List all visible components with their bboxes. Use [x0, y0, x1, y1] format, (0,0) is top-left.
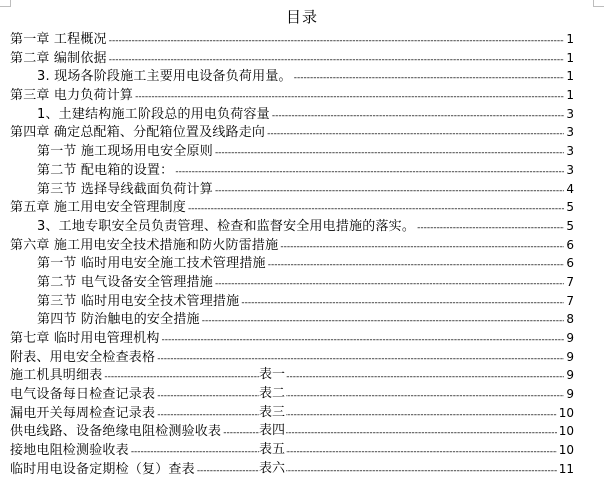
toc-page-number: 5: [566, 200, 574, 215]
toc-title: 目录: [285, 8, 318, 26]
toc-page-number: 3: [566, 106, 574, 121]
toc-page-number: 9: [566, 349, 574, 364]
toc-page-number: 1: [566, 88, 574, 103]
toc-table-entry[interactable]: [0, 441, 604, 460]
toc-entry-label: 第二节 配电箱的设置：: [37, 162, 174, 178]
toc-entry-label: 第三节 选择导线截面负荷计算: [37, 181, 213, 197]
toc-table-entry[interactable]: [0, 460, 604, 479]
toc-entry[interactable]: [0, 254, 604, 273]
toc-entry-label: 1、土建结构施工阶段总的用电负荷容量: [37, 106, 270, 122]
toc-entry-label: 第三章 电力负荷计算: [10, 88, 134, 104]
toc-entry[interactable]: [0, 273, 604, 292]
toc-entry[interactable]: [0, 198, 604, 217]
toc-entry-label: 3. 现场各阶段施工主要用电设备负荷用量。: [37, 69, 292, 85]
toc-entry-label: 第六章 施工用电安全技术措施和防火防雷措施: [10, 237, 279, 253]
page-corner-mark-left: [0, 0, 11, 7]
toc-leader-dashes: [162, 331, 564, 350]
toc-leader-dashes: [109, 51, 564, 70]
toc-leader-dashes: [135, 88, 564, 107]
toc-entry-label: 3、工地专职安全员负责管理、检查和监督安全用电措施的落实。: [37, 218, 416, 234]
toc-leader-dashes: [294, 69, 564, 88]
toc-entry[interactable]: [0, 310, 604, 329]
toc-entry-label: 第一节 施工现场用电安全原则: [37, 144, 213, 160]
toc-page-number: 6: [566, 256, 574, 271]
toc-entry[interactable]: [0, 348, 604, 367]
toc-page-number: 4: [566, 181, 574, 196]
toc-entry-table-code: 表六: [259, 460, 286, 479]
toc-entry-table-code: 表五: [259, 441, 286, 460]
toc-entry[interactable]: [0, 161, 604, 180]
toc-entry-table-code: 表一: [259, 366, 286, 385]
toc-leader-dashes: [241, 294, 564, 313]
toc-entry-label: 电气设备每日检查记录表: [10, 387, 156, 403]
toc-page-number: 9: [566, 331, 574, 345]
toc-page-number: 1: [566, 32, 574, 46]
toc-page-number: 1: [566, 69, 574, 84]
toc-entry[interactable]: [0, 86, 604, 105]
toc-leader-dashes: [202, 312, 564, 331]
toc-entry[interactable]: [0, 105, 604, 124]
toc-leader-dashes: [197, 462, 557, 481]
toc-leader-dashes: [280, 238, 564, 257]
toc-entry[interactable]: [0, 142, 604, 161]
toc-leader-dashes: [188, 200, 564, 219]
toc-page-number: 10: [558, 424, 574, 439]
toc-entry-label: 第四章 确定总配箱、分配箱位置及线路走向: [10, 125, 266, 141]
toc-entry-label: 第二节 电气设备安全管理措施: [37, 274, 213, 290]
toc-entry-label: 第七章 临时用电管理机构: [10, 331, 160, 346]
toc-entry-label: 第一节 临时用电安全施工技术管理措施: [37, 256, 266, 272]
toc-entry[interactable]: [0, 180, 604, 199]
toc-entry[interactable]: [0, 236, 604, 255]
toc-table-entry[interactable]: [0, 366, 604, 385]
toc-entry-label: 供电线路、设备绝缘电阻检测验收表: [10, 424, 222, 440]
toc-page-number: 7: [566, 274, 574, 289]
toc-page-number: 3: [566, 125, 574, 140]
toc-page-number: 7: [566, 293, 574, 308]
toc-leader-dashes: [175, 163, 564, 182]
toc-entry[interactable]: [0, 49, 604, 68]
toc-leader-dashes: [215, 182, 564, 201]
toc-page-number: 9: [566, 368, 574, 383]
toc-page-number: 11: [558, 461, 574, 476]
toc-entry-label: 第四节 防治触电的安全措施: [37, 312, 200, 328]
toc-entry-table-code: 表四: [259, 422, 286, 441]
toc-page-number: 3: [566, 144, 574, 159]
toc-entry-table-code: 表二: [259, 385, 286, 404]
toc-list: [0, 30, 604, 479]
toc-leader-dashes: [268, 256, 564, 275]
toc-table-entry[interactable]: [0, 404, 604, 423]
toc-page-number: 3: [566, 162, 574, 177]
toc-entry[interactable]: [0, 329, 604, 348]
toc-entry[interactable]: [0, 217, 604, 236]
toc-leader-dashes: [272, 107, 564, 126]
toc-table-entry[interactable]: [0, 385, 604, 404]
toc-page-number: 5: [566, 218, 574, 233]
toc-entry[interactable]: [0, 30, 604, 49]
toc-leader-dashes: [267, 125, 564, 144]
toc-leader-dashes: [417, 219, 564, 238]
toc-entry-label: 第五章 施工用电安全管理制度: [10, 200, 186, 216]
toc-entry-label: 附表、用电安全检查表格: [10, 349, 156, 365]
toc-table-entry[interactable]: [0, 422, 604, 441]
toc-entry-label: 第三节 临时用电安全技术管理措施: [37, 293, 240, 309]
toc-page-number: 8: [566, 312, 574, 327]
toc-entry-label: 漏电开关每周检查记录表: [10, 405, 156, 421]
toc-leader-dashes: [215, 275, 564, 294]
toc-page-number: 9: [566, 387, 574, 402]
toc-page-number: 1: [566, 50, 574, 65]
toc-entry-label: 施工机具明细表: [10, 368, 103, 384]
toc-entry-label: 第二章 编制依据: [10, 50, 107, 66]
toc-page-number: 6: [566, 237, 574, 252]
toc-entry-label: 临时用电设备定期检（复）查表: [10, 461, 195, 477]
toc-leader-dashes: [215, 144, 564, 163]
toc-leader-dashes: [109, 32, 564, 51]
toc-page-number: 10: [558, 443, 574, 458]
toc-entry-label: 接地电阻检测验收表: [10, 443, 129, 459]
toc-entry[interactable]: [0, 292, 604, 311]
toc-page-number: 10: [558, 405, 574, 420]
toc-entry-label: 第一章 工程概况: [10, 32, 107, 47]
toc-entry-table-code: 表三: [259, 404, 286, 423]
toc-entry[interactable]: [0, 67, 604, 86]
page-corner-mark-right: [593, 0, 604, 7]
toc-entry[interactable]: [0, 123, 604, 142]
